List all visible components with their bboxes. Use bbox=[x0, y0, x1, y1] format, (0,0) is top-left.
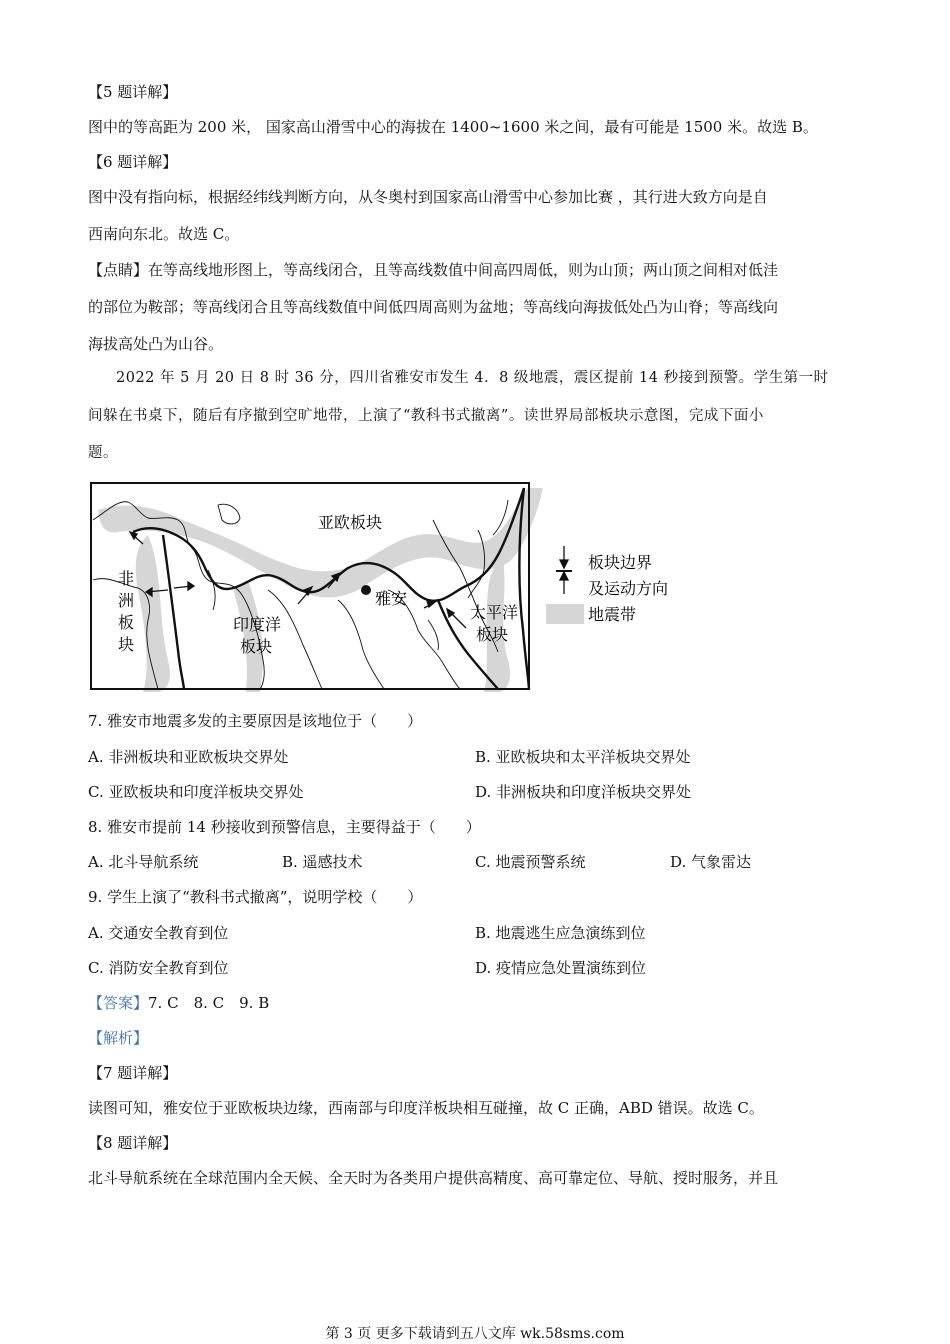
answer-label: 【答案】 bbox=[88, 994, 149, 1012]
section-6-text-line1: 图中没有指向标，根据经纬线判断方向，从冬奥村到国家高山滑雪中心参加比赛 ，其行进大致方向是自 bbox=[88, 188, 768, 206]
dianjing-line1 bbox=[88, 260, 778, 280]
section-8-heading: 【8 题详解】 bbox=[88, 1134, 178, 1152]
dianjing-heading: 【点睛】 bbox=[88, 261, 149, 279]
label-eurasian-plate: 亚欧板块 bbox=[318, 513, 383, 532]
q9-option-d: D. 疫情应急处置演练到位 bbox=[475, 959, 647, 977]
q8-option-a: A. 北斗导航系统 bbox=[88, 853, 199, 871]
boundary-legend-symbol bbox=[556, 546, 572, 594]
intro-line1: 2022 年 5 月 20 日 8 时 36 分，四川省雅安市发生 4．8 级地震，震区提前 14 秒接到预警。学生第一时 bbox=[116, 370, 829, 386]
q7-option-d: D. 非洲板块和印度洋板块交界处 bbox=[475, 783, 692, 801]
section-8-text: 北斗导航系统在全球范围内全天候、全天时为各类用户提供高精度、高可靠定位、导航、授时服务，并且 bbox=[88, 1169, 779, 1187]
label-african-2: 洲 bbox=[118, 591, 135, 610]
q8-stem: 8. 雅安市提前 14 秒接收到预警信息，主要得益于（ ） bbox=[88, 818, 481, 836]
intro-line3: 题。 bbox=[88, 445, 118, 461]
section-5-text: 图中的等高距为 200 米， 国家高山滑雪中心的海拔在 1400~1600 米之间，最有可能是 1500 米。故选 B。 bbox=[88, 118, 818, 136]
label-african-3: 板 bbox=[118, 613, 135, 632]
section-7-heading: 【7 题详解】 bbox=[88, 1064, 178, 1082]
section-5-heading: 【5 题详解】 bbox=[88, 83, 178, 101]
map-legend bbox=[546, 546, 668, 624]
legend-boundary-line2: 及运动方向 bbox=[588, 579, 669, 598]
legend-quake-belt: 地震带 bbox=[588, 605, 637, 624]
q8-option-d: D. 气象雷达 bbox=[670, 853, 752, 871]
answer-text: 7. C 8. C 9. B bbox=[148, 994, 270, 1012]
q7-option-a: A. 非洲板块和亚欧板块交界处 bbox=[88, 748, 289, 766]
q7-option-c: C. 亚欧板块和印度洋板块交界处 bbox=[88, 783, 304, 801]
section-6-text-line2: 西南向东北。故选 C。 bbox=[88, 225, 240, 243]
q9-option-c: C. 消防安全教育到位 bbox=[88, 959, 229, 977]
dianjing-line3: 海拔高处凸为山谷。 bbox=[88, 335, 224, 353]
q9-option-b: B. 地震逃生应急演练到位 bbox=[475, 924, 646, 942]
q7-option-b: B. 亚欧板块和太平洋板块交界处 bbox=[475, 748, 691, 766]
label-pacific-plate-2: 板块 bbox=[476, 625, 509, 644]
intro-line2: 间躲在书桌下，随后有序撤到空旷地带，上演了“教科书式撤离”。读世界局部板块示意图，完成下面小 bbox=[88, 408, 764, 424]
q8-option-b: B. 遥感技术 bbox=[282, 853, 363, 871]
label-indian-plate-1: 印度洋 bbox=[233, 615, 282, 634]
q9-option-a: A. 交通安全教育到位 bbox=[88, 924, 229, 942]
page-footer: 第 3 页 更多下载请到五八文库 wk.58sms.com bbox=[325, 1326, 625, 1342]
q7-stem: 7. 雅安市地震多发的主要原因是该地位于（ ） bbox=[88, 712, 423, 730]
plate-map-figure bbox=[88, 480, 688, 694]
q9-stem: 9. 学生上演了“教科书式撤离”，说明学校（ ） bbox=[88, 888, 423, 906]
dianjing-text: 在等高线地形图上，等高线闭合，且等高线数值中间高四周低，则为山顶；两山顶之间相对低洼 bbox=[148, 261, 779, 279]
yaan-marker bbox=[361, 585, 371, 595]
q8-option-c: C. 地震预警系统 bbox=[475, 853, 586, 871]
section-6-heading: 【6 题详解】 bbox=[88, 153, 178, 171]
section-7-text: 读图可知，雅安位于亚欧板块边缘，西南部与印度洋板块相互碰撞，故 C 正确，ABD 错误。故选 C。 bbox=[88, 1099, 764, 1117]
label-indian-plate-2: 板块 bbox=[240, 637, 273, 656]
dianjing-line2: 的部位为鞍部；等高线闭合且等高线数值中间低四周高则为盆地；等高线向海拔低处凸为山脊；等高线向 bbox=[88, 298, 779, 316]
legend-quake-belt-swatch bbox=[546, 604, 584, 624]
label-yaan: 雅安 bbox=[375, 589, 408, 608]
legend-boundary-line1: 板块边界 bbox=[588, 553, 653, 572]
label-pacific-plate-1: 太平洋 bbox=[470, 603, 519, 622]
label-african-4: 块 bbox=[118, 635, 135, 654]
analysis-label: 【解析】 bbox=[88, 1029, 149, 1047]
answer-line bbox=[88, 993, 269, 1013]
label-african-1: 非 bbox=[118, 569, 135, 588]
